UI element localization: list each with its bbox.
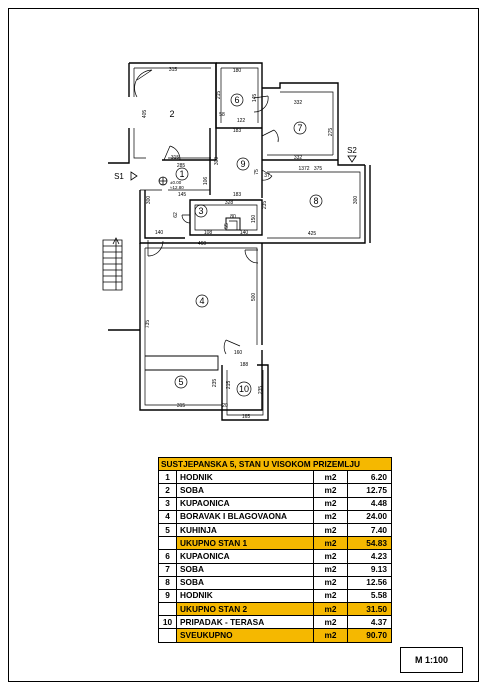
row-unit: m2 xyxy=(314,484,348,497)
dimension: 375 xyxy=(313,166,323,172)
dimension: 300 xyxy=(146,195,152,205)
dimension: 315 xyxy=(176,403,186,409)
row-room-name: KUPAONICA xyxy=(177,550,314,563)
room-number-6: 6 xyxy=(234,95,240,105)
row-unit: m2 xyxy=(314,616,348,629)
dimension: 106 xyxy=(203,176,209,186)
row-room-name: KUHINJA xyxy=(177,523,314,536)
dimension: 80 xyxy=(230,214,236,220)
dimension: 460 xyxy=(197,241,207,247)
row-unit: m2 xyxy=(314,603,348,616)
row-room-name: HODNIK xyxy=(177,589,314,602)
row-room-name: UKUPNO STAN 2 xyxy=(177,603,314,616)
subtotal-row xyxy=(159,603,392,616)
dimension: 140 xyxy=(239,230,249,236)
row-room-name: UKUPNO STAN 1 xyxy=(177,537,314,550)
door-swing xyxy=(182,215,190,223)
room-number-9: 9 xyxy=(240,159,246,169)
dimension: 332 xyxy=(293,100,303,106)
row-number: 2 xyxy=(159,484,177,497)
row-area: 54.83 xyxy=(348,537,392,550)
row-number: 3 xyxy=(159,497,177,510)
wall-room2 xyxy=(108,63,216,163)
kitchen-counter xyxy=(145,356,218,370)
table-row xyxy=(159,550,392,563)
dimension: 300 xyxy=(214,156,220,166)
row-area: 4.37 xyxy=(348,616,392,629)
dimension: 1372 xyxy=(298,166,310,172)
row-number: 5 xyxy=(159,523,177,536)
row-area: 12.56 xyxy=(348,576,392,589)
row-unit: m2 xyxy=(314,510,348,523)
table-row xyxy=(159,616,392,629)
room-number-4: 4 xyxy=(199,296,205,306)
dimension: 215 xyxy=(216,90,222,100)
room-number-3: 3 xyxy=(198,206,204,216)
area-table-title-row xyxy=(159,458,392,471)
dimension: 145 xyxy=(252,93,258,103)
dimension: 275 xyxy=(328,127,334,137)
dimension: 315 xyxy=(170,155,180,161)
dimension: 62 xyxy=(173,212,179,218)
entrance-label-s1: S1 xyxy=(114,172,124,181)
row-room-name: SVEUKUPNO xyxy=(177,629,314,642)
row-area: 9.13 xyxy=(348,563,392,576)
level-marker xyxy=(159,177,167,185)
row-number xyxy=(159,629,177,642)
row-unit: m2 xyxy=(314,523,348,536)
fixture-box-inner xyxy=(229,221,237,230)
row-room-name: PRIPADAK - TERASA xyxy=(177,616,314,629)
scale-label: M 1:100 xyxy=(400,647,463,673)
door-swing xyxy=(262,130,278,142)
dimension: 122 xyxy=(236,118,246,124)
dimension: 315 xyxy=(168,67,178,73)
dimension: 300 xyxy=(353,195,359,205)
row-unit: m2 xyxy=(314,576,348,589)
row-area: 4.48 xyxy=(348,497,392,510)
wall-room4-inner xyxy=(145,248,257,405)
room-number-7: 7 xyxy=(297,123,303,133)
row-area: 4.23 xyxy=(348,550,392,563)
row-number: 10 xyxy=(159,616,177,629)
row-room-name: BORAVAK I BLAGOVAONA xyxy=(177,510,314,523)
row-area: 24.00 xyxy=(348,510,392,523)
dimension: 145 xyxy=(177,192,187,198)
dimension: 215 xyxy=(226,380,232,390)
dimension: 332 xyxy=(293,155,303,161)
row-unit: m2 xyxy=(314,497,348,510)
dimension: 58 xyxy=(219,112,225,118)
row-unit: m2 xyxy=(314,629,348,642)
grand-total-row xyxy=(159,629,392,642)
dimension: 180 xyxy=(232,68,242,74)
row-room-name: SOBA xyxy=(177,576,314,589)
row-area: 90.70 xyxy=(348,629,392,642)
door-swing xyxy=(135,70,152,97)
dimension: 183 xyxy=(232,128,242,134)
area-table xyxy=(158,457,392,643)
table-row xyxy=(159,484,392,497)
entrance-arrow-s1 xyxy=(131,172,137,180)
row-room-name: KUPAONICA xyxy=(177,497,314,510)
row-number: 7 xyxy=(159,563,177,576)
row-number: 8 xyxy=(159,576,177,589)
row-unit: m2 xyxy=(314,563,348,576)
dimension: 235 xyxy=(258,385,264,395)
level-mark-zero: ±0.00 xyxy=(170,180,182,185)
dimension: 165 xyxy=(241,414,251,420)
table-row xyxy=(159,589,392,602)
row-number xyxy=(159,537,177,550)
dimension: 328 xyxy=(224,200,234,206)
dimension: 20 xyxy=(222,403,228,409)
row-room-name: HODNIK xyxy=(177,471,314,484)
room-number-5: 5 xyxy=(178,377,184,387)
entrance-label-s2: S2 xyxy=(347,146,357,155)
subtotal-row xyxy=(159,537,392,550)
table-row xyxy=(159,510,392,523)
dimension: 500 xyxy=(251,292,257,302)
dimension: 285 xyxy=(176,163,186,169)
row-area: 5.58 xyxy=(348,589,392,602)
row-number: 4 xyxy=(159,510,177,523)
table-row xyxy=(159,563,392,576)
door-swing xyxy=(245,250,258,263)
dimension: 150 xyxy=(251,214,257,224)
row-area: 31.50 xyxy=(348,603,392,616)
row-number: 9 xyxy=(159,589,177,602)
dimension: 160 xyxy=(233,350,243,356)
dimension: 108 xyxy=(203,230,213,236)
area-table-title: SUSTJEPANSKA 5, STAN U VISOKOM PRIZEMLJU xyxy=(159,458,392,471)
table-row xyxy=(159,497,392,510)
table-row xyxy=(159,576,392,589)
dimension: 235 xyxy=(262,200,268,210)
row-number: 6 xyxy=(159,550,177,563)
row-room-name: SOBA xyxy=(177,563,314,576)
row-room-name: SOBA xyxy=(177,484,314,497)
row-area: 6.20 xyxy=(348,471,392,484)
row-area: 7.40 xyxy=(348,523,392,536)
dimension: 735 xyxy=(145,319,151,329)
row-number: 1 xyxy=(159,471,177,484)
room-number-10: 10 xyxy=(238,384,250,394)
stairs xyxy=(103,240,122,290)
dimension: 188 xyxy=(239,362,249,368)
dimension: 235 xyxy=(212,378,218,388)
dimension: 183 xyxy=(232,192,242,198)
room-number-1: 1 xyxy=(179,169,185,179)
dimension: 425 xyxy=(307,231,317,237)
entrance-arrow-s2 xyxy=(348,156,356,162)
row-unit: m2 xyxy=(314,471,348,484)
row-unit: m2 xyxy=(314,550,348,563)
dimension: 140 xyxy=(154,230,164,236)
row-number xyxy=(159,603,177,616)
dimension: 55 xyxy=(224,223,230,229)
level-mark-abs: ≈12.80 xyxy=(170,185,184,190)
table-row xyxy=(159,523,392,536)
table-row xyxy=(159,471,392,484)
dimension: 37 xyxy=(264,173,270,179)
dimension: 405 xyxy=(142,109,148,119)
row-unit: m2 xyxy=(314,589,348,602)
row-unit: m2 xyxy=(314,537,348,550)
row-area: 12.75 xyxy=(348,484,392,497)
dimension: 75 xyxy=(254,169,260,175)
room-number-2: 2 xyxy=(169,109,175,119)
room-number-8: 8 xyxy=(313,196,319,206)
